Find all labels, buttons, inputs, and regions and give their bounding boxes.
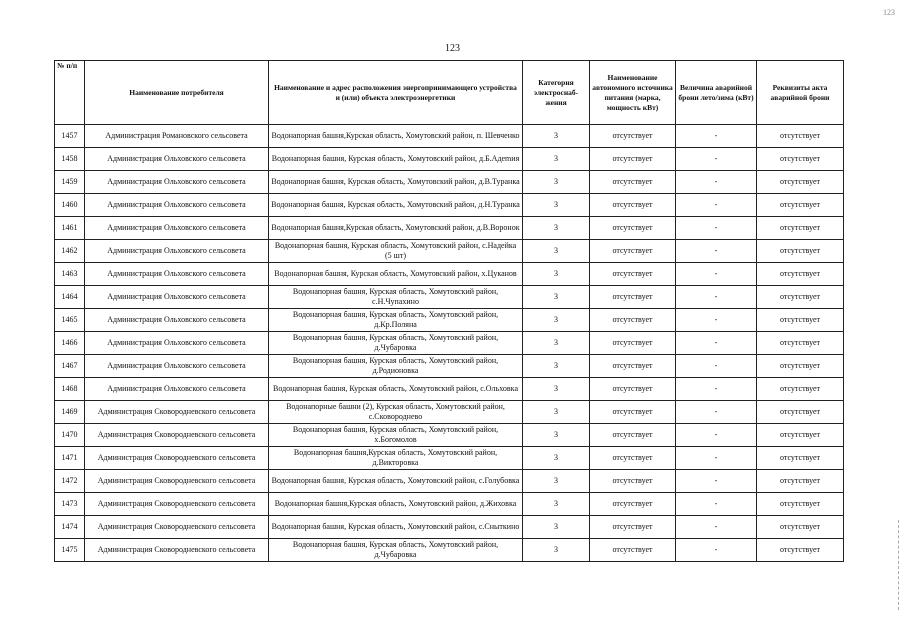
cell-address: Водонапорная башня, Курская область, Хомутовский район, д.Н.Туранка <box>269 194 523 217</box>
cell-category: 3 <box>523 171 590 194</box>
cell-consumer: Администрация Ольховского сельсовета <box>85 286 269 309</box>
cell-reserve: - <box>676 401 757 424</box>
cell-act: отсутствует <box>757 424 844 447</box>
cell-reserve: - <box>676 148 757 171</box>
table-row <box>55 171 844 194</box>
cell-num: 1472 <box>55 470 85 493</box>
cell-address: Водонапорная башня, Курская область, Хомутовский район, х.Богомолов <box>269 424 523 447</box>
cell-act: отсутствует <box>757 194 844 217</box>
cell-reserve: - <box>676 424 757 447</box>
cell-category: 3 <box>523 516 590 539</box>
table-row <box>55 470 844 493</box>
cell-category: 3 <box>523 240 590 263</box>
cell-num: 1462 <box>55 240 85 263</box>
cell-source: отсутствует <box>590 332 676 355</box>
cell-source: отсутствует <box>590 355 676 378</box>
cell-act: отсутствует <box>757 539 844 562</box>
cell-num: 1468 <box>55 378 85 401</box>
cell-num: 1463 <box>55 263 85 286</box>
page-number: 123 <box>445 43 460 54</box>
cell-act: отсутствует <box>757 148 844 171</box>
cell-address: Водонапорная башня, Курская область, Хомутовский район, д.Чубаровка <box>269 332 523 355</box>
cell-reserve: - <box>676 240 757 263</box>
cell-num: 1467 <box>55 355 85 378</box>
cell-address: Водонапорная башня, Курская область, Хомутовский район, с.Сныткино <box>269 516 523 539</box>
header-act: Реквизиты акта аварийной брони <box>757 61 844 125</box>
cell-act: отсутствует <box>757 171 844 194</box>
table-row <box>55 194 844 217</box>
cell-act: отсутствует <box>757 378 844 401</box>
cell-address: Водонапорная башня, Курская область, Хомутовский район, с.Надейка (5 шт) <box>269 240 523 263</box>
cell-address: Водонапорная башня, Курская область, Хомутовский район, д.В.Туранка <box>269 171 523 194</box>
cell-source: отсутствует <box>590 539 676 562</box>
table-row <box>55 493 844 516</box>
cell-source: отсутствует <box>590 424 676 447</box>
table-header-row <box>55 61 844 125</box>
cell-act: отсутствует <box>757 516 844 539</box>
cell-source: отсутствует <box>590 378 676 401</box>
cell-reserve: - <box>676 125 757 148</box>
cell-num: 1459 <box>55 171 85 194</box>
cell-source: отсутствует <box>590 240 676 263</box>
cell-reserve: - <box>676 470 757 493</box>
cell-source: отсутствует <box>590 447 676 470</box>
cell-reserve: - <box>676 194 757 217</box>
cell-consumer: Администрация Ольховского сельсовета <box>85 263 269 286</box>
margin-marks <box>896 520 899 610</box>
cell-consumer: Администрация Сковородневского сельсовета <box>85 424 269 447</box>
cell-act: отсутствует <box>757 217 844 240</box>
cell-consumer: Администрация Сковородневского сельсовета <box>85 401 269 424</box>
table-row <box>55 148 844 171</box>
cell-source: отсутствует <box>590 493 676 516</box>
cell-category: 3 <box>523 194 590 217</box>
cell-act: отсутствует <box>757 493 844 516</box>
cell-source: отсутствует <box>590 401 676 424</box>
header-num: № п/п <box>55 61 85 125</box>
cell-category: 3 <box>523 355 590 378</box>
cell-consumer: Администрация Ольховского сельсовета <box>85 194 269 217</box>
table-row <box>55 286 844 309</box>
header-category: Категория электроснаб-жения <box>523 61 590 125</box>
table-body <box>55 125 844 562</box>
cell-act: отсутствует <box>757 355 844 378</box>
cell-reserve: - <box>676 539 757 562</box>
table-row <box>55 401 844 424</box>
cell-num: 1461 <box>55 217 85 240</box>
cell-act: отсутствует <box>757 332 844 355</box>
cell-address: Водонапорная башня,Курская область, Хомутовский район, д.В.Воронок <box>269 217 523 240</box>
cell-num: 1466 <box>55 332 85 355</box>
header-consumer: Наименование потребителя <box>85 61 269 125</box>
cell-consumer: Администрация Ольховского сельсовета <box>85 148 269 171</box>
table-row <box>55 355 844 378</box>
cell-source: отсутствует <box>590 194 676 217</box>
cell-address: Водонапорные башни (2), Курская область, Хомутовский район, с.Сковороднево <box>269 401 523 424</box>
cell-act: отсутствует <box>757 470 844 493</box>
cell-category: 3 <box>523 263 590 286</box>
cell-address: Водонапорная башня, Курская область, Хомутовский район, с.Ольховка <box>269 378 523 401</box>
cell-reserve: - <box>676 332 757 355</box>
cell-category: 3 <box>523 470 590 493</box>
cell-address: Водонапорная башня, Курская область, Хомутовский район, д.Чубаровка <box>269 539 523 562</box>
cell-consumer: Администрация Сковородневского сельсовета <box>85 516 269 539</box>
cell-source: отсутствует <box>590 470 676 493</box>
cell-consumer: Администрация Сковородневского сельсовета <box>85 493 269 516</box>
cell-act: отсутствует <box>757 240 844 263</box>
table-row <box>55 332 844 355</box>
cell-category: 3 <box>523 309 590 332</box>
table-row <box>55 240 844 263</box>
cell-num: 1469 <box>55 401 85 424</box>
cell-category: 3 <box>523 401 590 424</box>
cell-num: 1470 <box>55 424 85 447</box>
cell-reserve: - <box>676 263 757 286</box>
cell-num: 1474 <box>55 516 85 539</box>
cell-num: 1464 <box>55 286 85 309</box>
cell-address: Водонапорная башня, Курская область, Хомутовский район, х.Цуканов <box>269 263 523 286</box>
cell-source: отсутствует <box>590 171 676 194</box>
cell-act: отсутствует <box>757 263 844 286</box>
consumers-table <box>54 60 844 562</box>
cell-consumer: Администрация Сковородневского сельсовета <box>85 470 269 493</box>
header-address: Наименование и адрес расположения энергопринимающего устройства и (или) объекта электроэнергетики <box>269 61 523 125</box>
table-row <box>55 378 844 401</box>
cell-category: 3 <box>523 217 590 240</box>
cell-num: 1475 <box>55 539 85 562</box>
cell-act: отсутствует <box>757 286 844 309</box>
cell-address: Водонапорная башня, Курская область, Хомутовский район, с.Голубовка <box>269 470 523 493</box>
cell-source: отсутствует <box>590 217 676 240</box>
cell-source: отсутствует <box>590 286 676 309</box>
table-row <box>55 263 844 286</box>
cell-reserve: - <box>676 447 757 470</box>
table-row <box>55 125 844 148</box>
table-row <box>55 447 844 470</box>
cell-category: 3 <box>523 378 590 401</box>
cell-reserve: - <box>676 286 757 309</box>
cell-address: Водонапорная башня, Курская область, Хомутовский район, д.Б.Адеmия <box>269 148 523 171</box>
table-row <box>55 217 844 240</box>
cell-consumer: Администрация Ольховского сельсовета <box>85 355 269 378</box>
cell-source: отсутствует <box>590 263 676 286</box>
cell-consumer: Администрация Сковородневского сельсовета <box>85 447 269 470</box>
table-row <box>55 424 844 447</box>
cell-category: 3 <box>523 125 590 148</box>
cell-consumer: Администрация Ольховского сельсовета <box>85 217 269 240</box>
cell-category: 3 <box>523 493 590 516</box>
cell-consumer: Администрация Романовского сельсовета <box>85 125 269 148</box>
cell-num: 1471 <box>55 447 85 470</box>
header-reserve: Величина аварийной брони лето/зима (кВт) <box>676 61 757 125</box>
cell-reserve: - <box>676 355 757 378</box>
cell-consumer: Администрация Ольховского сельсовета <box>85 332 269 355</box>
cell-source: отсутствует <box>590 148 676 171</box>
table-row <box>55 539 844 562</box>
cell-reserve: - <box>676 171 757 194</box>
cell-consumer: Администрация Ольховского сельсовета <box>85 309 269 332</box>
table-row <box>55 309 844 332</box>
cell-category: 3 <box>523 286 590 309</box>
cell-act: отсутствует <box>757 447 844 470</box>
cell-reserve: - <box>676 217 757 240</box>
cell-address: Водонапорная башня,Курская область, Хомутовский район, п. Шевченко <box>269 125 523 148</box>
cell-consumer: Администрация Ольховского сельсовета <box>85 378 269 401</box>
cell-address: Водонапорная башня, Курская область, Хомутовский район, д.Родионовка <box>269 355 523 378</box>
cell-category: 3 <box>523 539 590 562</box>
cell-category: 3 <box>523 447 590 470</box>
cell-reserve: - <box>676 516 757 539</box>
cell-category: 3 <box>523 424 590 447</box>
cell-consumer: Администрация Ольховского сельсовета <box>85 240 269 263</box>
cell-source: отсутствует <box>590 309 676 332</box>
cell-act: отсутствует <box>757 125 844 148</box>
cell-consumer: Администрация Сковородневского сельсовета <box>85 539 269 562</box>
cell-num: 1458 <box>55 148 85 171</box>
cell-category: 3 <box>523 332 590 355</box>
cell-address: Водонапорная башня,Курская область, Хомутовский район, д.Жиховка <box>269 493 523 516</box>
cell-address: Водонапорная башня, Курская область, Хомутовский район, с.Н.Чупахино <box>269 286 523 309</box>
cell-act: отсутствует <box>757 309 844 332</box>
corner-page-mark: 123 <box>883 8 895 17</box>
cell-num: 1457 <box>55 125 85 148</box>
cell-consumer: Администрация Ольховского сельсовета <box>85 171 269 194</box>
cell-category: 3 <box>523 148 590 171</box>
cell-num: 1473 <box>55 493 85 516</box>
cell-reserve: - <box>676 378 757 401</box>
cell-act: отсутствует <box>757 401 844 424</box>
table-row <box>55 516 844 539</box>
cell-address: Водонапорная башня,Курская область, Хомутовский район, д.Викторовка <box>269 447 523 470</box>
header-source: Наименование автономного источника питания (марка, мощность кВт) <box>590 61 676 125</box>
cell-source: отсутствует <box>590 516 676 539</box>
cell-address: Водонапорная башня, Курская область, Хомутовский район, д.Кр.Поляна <box>269 309 523 332</box>
cell-source: отсутствует <box>590 125 676 148</box>
cell-reserve: - <box>676 309 757 332</box>
cell-num: 1465 <box>55 309 85 332</box>
cell-reserve: - <box>676 493 757 516</box>
cell-num: 1460 <box>55 194 85 217</box>
